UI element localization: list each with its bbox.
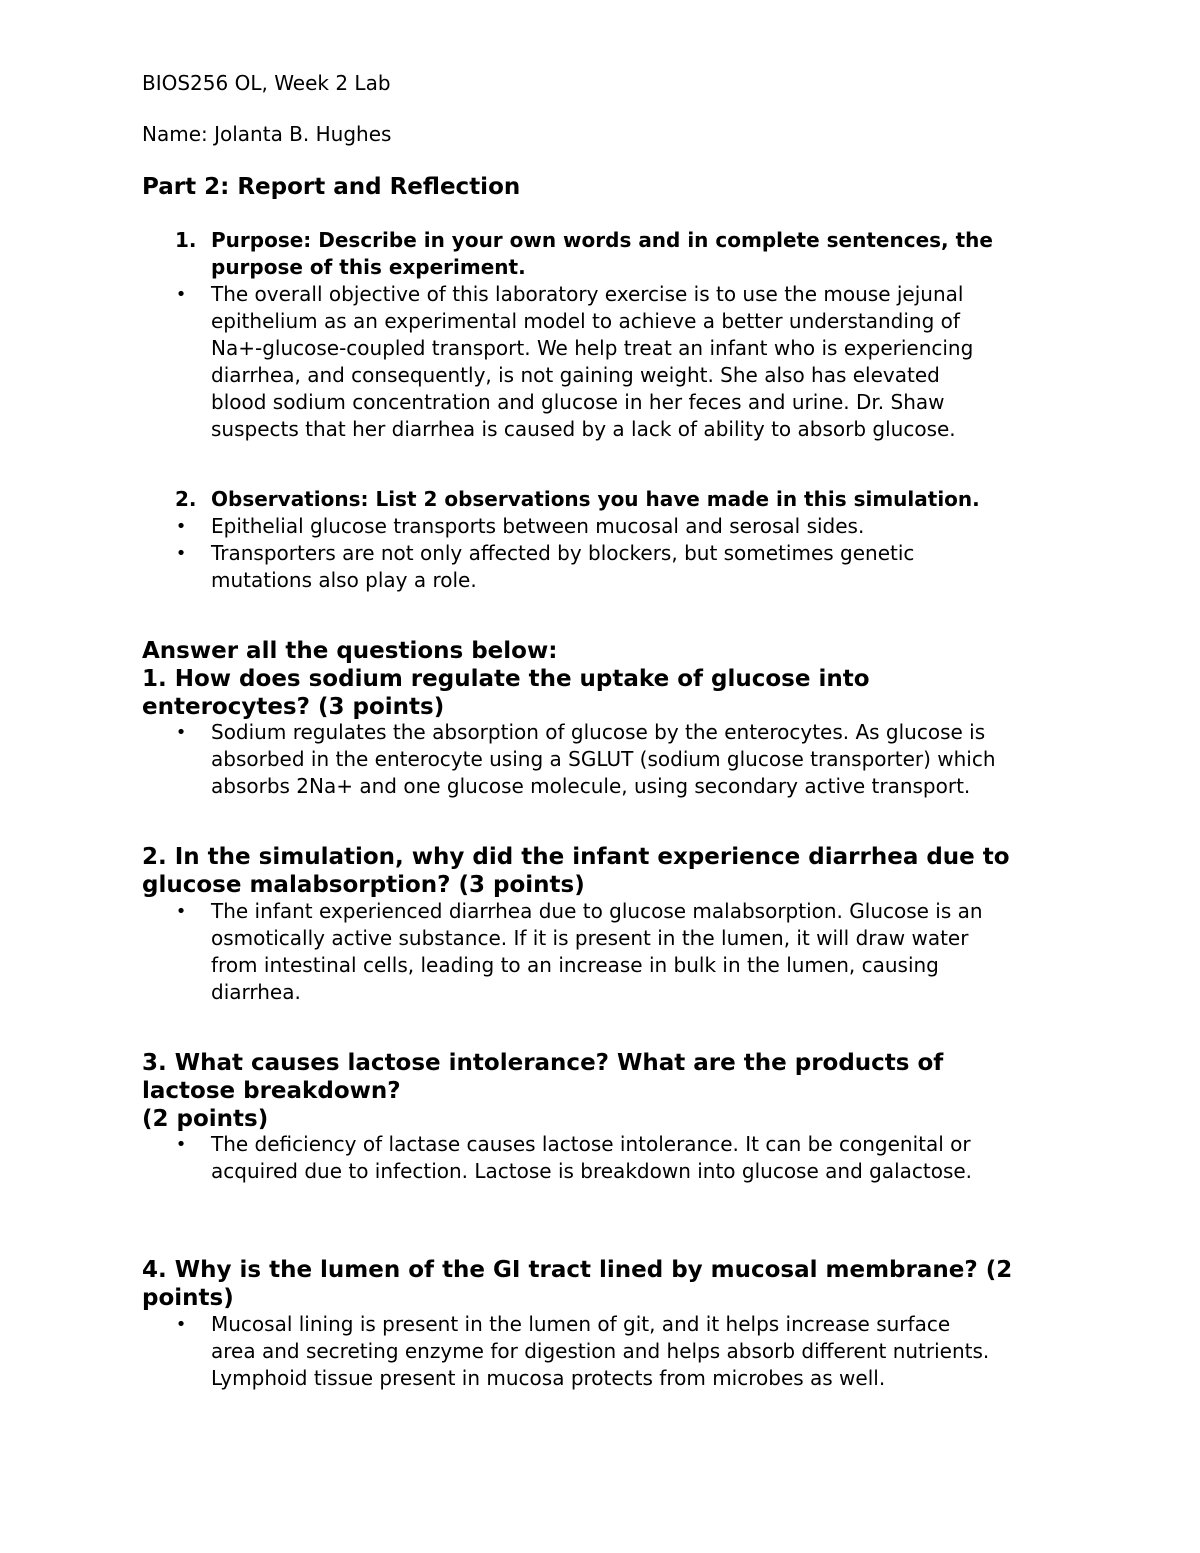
bullet-icon: • — [175, 543, 187, 564]
question-2 — [142, 843, 1082, 899]
answer-line: Epithelial glucose transports between mucosal and serosal sides. — [211, 514, 865, 538]
answer-line: mutations also play a role. — [211, 568, 477, 592]
question-3-line: lactose breakdown? — [142, 1078, 401, 1104]
question-1-line: enterocytes? (3 points) — [142, 694, 445, 720]
purpose-answer — [211, 281, 1081, 443]
observations-prompt-line: Observations: List 2 observations you have made in this simulation. — [211, 487, 980, 511]
bullet-icon: • — [175, 722, 187, 743]
bullet-icon: • — [175, 516, 187, 537]
question-4 — [142, 1256, 1082, 1312]
answer-line: diarrhea, and consequently, is not gaining weight. She also has elevated — [211, 363, 940, 387]
observation-item — [211, 513, 1081, 540]
answer-line: The infant experienced diarrhea due to glucose malabsorption. Glucose is an — [211, 899, 983, 923]
bullet-icon: • — [175, 284, 187, 305]
answer-line: Na+-glucose-coupled transport. We help treat an infant who is experiencing — [211, 336, 974, 360]
answer-line: diarrhea. — [211, 980, 301, 1004]
question-4-line: points) — [142, 1285, 234, 1311]
question-1-answer — [211, 719, 1081, 800]
bullet-icon: • — [175, 1314, 187, 1335]
answer-line: blood sodium concentration and glucose in her feces and urine. Dr. Shaw — [211, 390, 945, 414]
question-1-line: 1. How does sodium regulate the uptake of glucose into — [142, 666, 870, 692]
observations-number: 2. — [175, 487, 197, 511]
answer-line: Sodium regulates the absorption of glucose by the enterocytes. As glucose is — [211, 720, 986, 744]
course-title: BIOS256 OL, Week 2 Lab — [142, 71, 391, 95]
observations-prompt — [211, 486, 1081, 513]
answer-line: area and secreting enzyme for digestion and helps absorb different nutrients. — [211, 1339, 990, 1363]
answer-line: from intestinal cells, leading to an increase in bulk in the lumen, causing — [211, 953, 939, 977]
question-3 — [142, 1049, 1082, 1133]
bullet-icon: • — [175, 1134, 187, 1155]
questions-section — [142, 637, 1082, 721]
answer-line: suspects that her diarrhea is caused by a lack of ability to absorb glucose. — [211, 417, 956, 441]
bullet-icon: • — [175, 901, 187, 922]
student-name: Name: Jolanta B. Hughes — [142, 122, 392, 146]
question-4-answer — [211, 1311, 1081, 1392]
answer-line: Mucosal lining is present in the lumen of git, and it helps increase surface — [211, 1312, 951, 1336]
observation-item — [211, 540, 1081, 594]
question-2-line: 2. In the simulation, why did the infant experience diarrhea due to — [142, 844, 1010, 870]
answer-line: absorbs 2Na+ and one glucose molecule, using secondary active transport. — [211, 774, 971, 798]
answer-line: The overall objective of this laboratory exercise is to use the mouse jejunal — [211, 282, 964, 306]
question-3-line: 3. What causes lactose intolerance? What are the products of — [142, 1050, 944, 1076]
purpose-number: 1. — [175, 228, 197, 252]
part2-title: Part 2: Report and Reflection — [142, 174, 521, 200]
answer-line: osmotically active substance. If it is present in the lumen, it will draw water — [211, 926, 969, 950]
question-4-line: 4. Why is the lumen of the GI tract lined by mucosal membrane? (2 — [142, 1257, 1013, 1283]
answer-line: Transporters are not only affected by blockers, but sometimes genetic — [211, 541, 915, 565]
answer-line: The deficiency of lactase causes lactose intolerance. It can be congenital or — [211, 1132, 971, 1156]
answer-line: acquired due to infection. Lactose is breakdown into glucose and galactose. — [211, 1159, 973, 1183]
question-3-answer — [211, 1131, 1081, 1185]
questions-intro: Answer all the questions below: — [142, 638, 558, 664]
answer-line: epithelium as an experimental model to achieve a better understanding of — [211, 309, 960, 333]
answer-line: Lymphoid tissue present in mucosa protects from microbes as well. — [211, 1366, 886, 1390]
purpose-prompt-line: Purpose: Describe in your own words and in complete sentences, the — [211, 228, 993, 252]
answer-line: absorbed in the enterocyte using a SGLUT (sodium glucose transporter) which — [211, 747, 996, 771]
purpose-prompt-line: purpose of this experiment. — [211, 255, 526, 279]
question-2-answer — [211, 898, 1081, 1006]
question-3-line: (2 points) — [142, 1106, 269, 1132]
purpose-prompt — [211, 227, 1081, 281]
question-2-line: glucose malabsorption? (3 points) — [142, 872, 585, 898]
